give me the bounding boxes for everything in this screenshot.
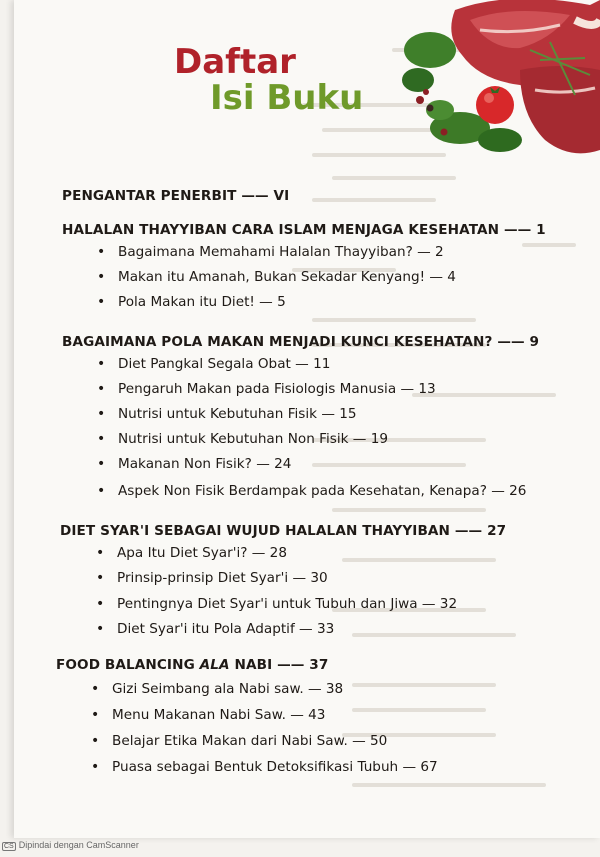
toc-item: • Nutrisi untuk Kebutuhan Non Fisik — 19	[97, 431, 388, 447]
toc-section-food-balancing: FOOD BALANCING ALA NABI —— 37	[56, 657, 329, 673]
toc-item: • Puasa sebagai Bentuk Detoksifikasi Tubuh — 67	[91, 759, 438, 775]
bullet-icon: •	[97, 483, 106, 499]
toc-item: • Gizi Seimbang ala Nabi saw. — 38	[91, 681, 344, 697]
toc-item: • Aspek Non Fisik Berdampak pada Kesehatan, Kenapa? — 26	[97, 483, 527, 499]
bullet-icon: •	[96, 621, 105, 637]
bullet-icon: •	[91, 681, 100, 697]
bullet-icon: •	[97, 244, 106, 260]
camscanner-badge: CS	[4, 843, 14, 850]
toc-section-diet-syari: DIET SYAR'I SEBAGAI WUJUD HALALAN THAYYIBAN —— 27	[60, 523, 507, 539]
toc-item: • Makanan Non Fisik? — 24	[97, 456, 292, 472]
scanner-text: Dipindai dengan CamScanner	[18, 840, 139, 850]
bullet-icon: •	[96, 545, 105, 561]
bullet-icon: •	[97, 456, 106, 472]
bullet-icon: •	[97, 356, 106, 372]
toc-item: • Belajar Etika Makan dari Nabi Saw. — 50	[91, 733, 388, 749]
bullet-icon: •	[97, 431, 106, 447]
bullet-icon: •	[91, 707, 100, 723]
toc-item: • Menu Makanan Nabi Saw. — 43	[91, 707, 326, 723]
toc-item: • Diet Syar'i itu Pola Adaptif — 33	[96, 621, 335, 637]
toc-item: • Pola Makan itu Diet! — 5	[97, 294, 286, 310]
toc-item: • Pentingnya Diet Syar'i untuk Tubuh dan Jiwa — 32	[96, 596, 458, 612]
bullet-icon: •	[96, 570, 105, 586]
book-page	[14, 0, 600, 838]
toc-section-pola-makan: BAGAIMANA POLA MAKAN MENJADI KUNCI KESEHATAN? —— 9	[62, 334, 540, 350]
bullet-icon: •	[97, 294, 106, 310]
toc-item: • Pengaruh Makan pada Fisiologis Manusia — 13	[97, 381, 436, 397]
bullet-icon: •	[97, 269, 106, 285]
toc-item: • Nutrisi untuk Kebutuhan Fisik — 15	[97, 406, 357, 422]
toc-section-pengantar: PENGANTAR PENERBIT —— VI	[62, 188, 290, 204]
bullet-icon: •	[97, 406, 106, 422]
toc-item: • Diet Pangkal Segala Obat — 11	[97, 356, 331, 372]
bullet-icon: •	[96, 596, 105, 612]
bullet-icon: •	[91, 733, 100, 749]
bullet-icon: •	[91, 759, 100, 775]
title-line-2: Isi Buku	[210, 78, 364, 118]
toc-section-halalan: HALALAN THAYYIBAN CARA ISLAM MENJAGA KESEHATAN —— 1	[62, 222, 546, 238]
title-line-1: Daftar	[174, 42, 296, 82]
toc-item: • Bagaimana Memahami Halalan Thayyiban? — 2	[97, 244, 444, 260]
toc-item: • Apa Itu Diet Syar'i? — 28	[96, 545, 287, 561]
food-illustration	[400, 0, 600, 165]
toc-item: • Prinsip-prinsip Diet Syar'i — 30	[96, 570, 328, 586]
bullet-icon: •	[97, 381, 106, 397]
scanner-watermark	[2, 840, 139, 851]
toc-item: • Makan itu Amanah, Bukan Sekadar Kenyang! — 4	[97, 269, 456, 285]
